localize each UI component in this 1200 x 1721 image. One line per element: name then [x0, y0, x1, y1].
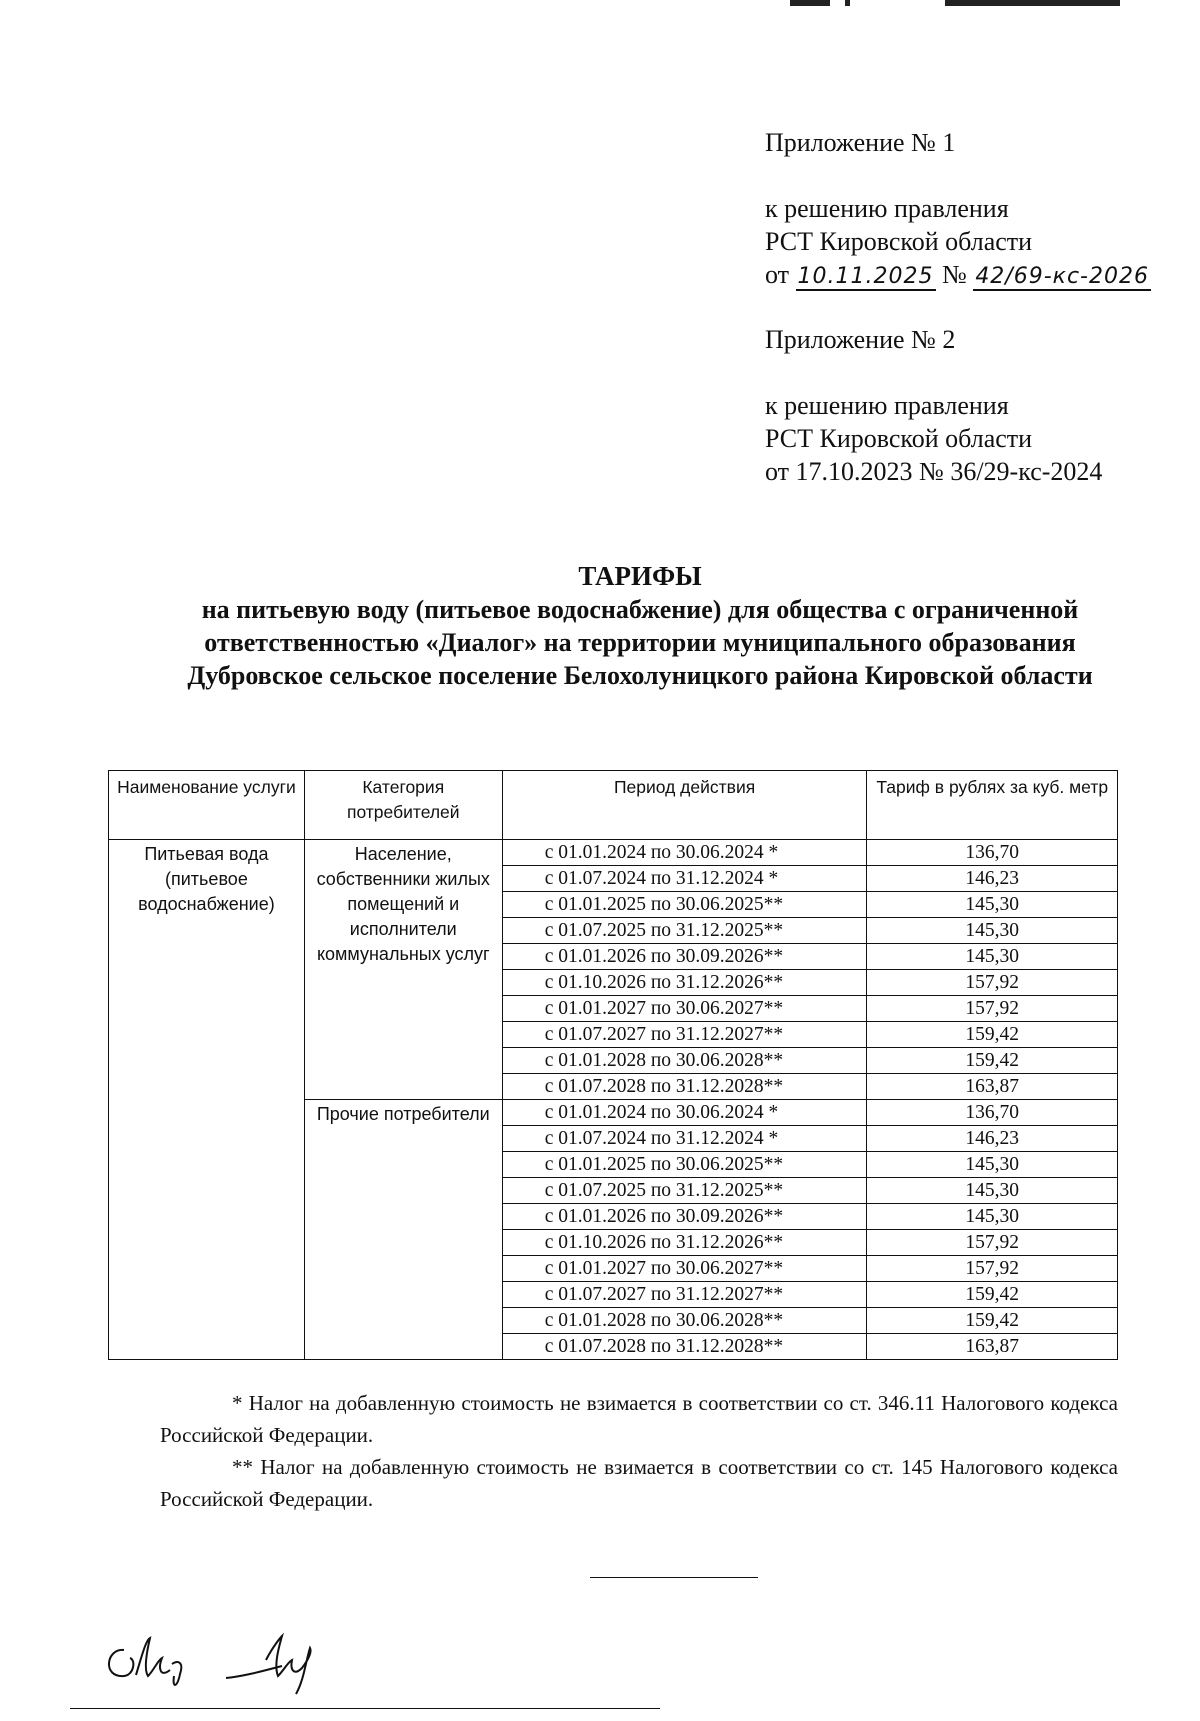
tariff-cell: 146,23: [867, 1126, 1118, 1152]
tariff-cell: 146,23: [867, 866, 1118, 892]
period-cell: с 01.07.2028 по 31.12.2028**: [502, 1334, 867, 1360]
header-service: Наименование услуги: [109, 771, 305, 840]
tariff-cell: 163,87: [867, 1074, 1118, 1100]
top-scan-marks: [790, 0, 1120, 6]
appendix-1-line2: РСТ Кировской области: [765, 227, 1033, 256]
appendix-1-title: Приложение № 1: [765, 128, 956, 157]
table-row: [109, 840, 1118, 866]
tariff-cell: 157,92: [867, 996, 1118, 1022]
service-name-cell: Питьевая вода (питьевое водоснабжение): [109, 840, 305, 1360]
number-prefix: №: [942, 260, 967, 289]
category-cell: Прочие потребители: [304, 1100, 502, 1360]
tariff-cell: 163,87: [867, 1334, 1118, 1360]
footnotes: [160, 1387, 1118, 1515]
period-cell: с 01.07.2025 по 31.12.2025**: [502, 918, 867, 944]
bottom-rule: [70, 1708, 660, 1709]
tariff-cell: 145,30: [867, 892, 1118, 918]
appendix-2-block: [765, 323, 1102, 488]
appendix-2-line2: РСТ Кировской области: [765, 424, 1033, 453]
title-subtitle: на питьевую воду (питьевое водоснабжение) для общества с ограниченной ответственностью «Диалог» на территории муниципального образования Дубровское сельское поселение Белохолуницкого района Кировской области: [187, 595, 1093, 690]
period-cell: с 01.01.2024 по 30.06.2024 *: [502, 1100, 867, 1126]
tariff-cell: 157,92: [867, 1256, 1118, 1282]
period-cell: с 01.01.2024 по 30.06.2024 *: [502, 840, 867, 866]
appendix-2-title: Приложение № 2: [765, 325, 956, 354]
appendix-2-line1: к решению правления: [765, 391, 1009, 420]
period-cell: с 01.01.2027 по 30.06.2027**: [502, 1256, 867, 1282]
period-cell: с 01.01.2028 по 30.06.2028**: [502, 1048, 867, 1074]
appendix-1-line1: к решению правления: [765, 194, 1009, 223]
signature-graphic: [96, 1620, 396, 1700]
category-cell: Население, собственники жилых помещений и исполнители коммунальных услуг: [304, 840, 502, 1100]
tariff-cell: 159,42: [867, 1282, 1118, 1308]
title-heading: ТАРИФЫ: [578, 561, 702, 591]
appendix-1-block: [765, 126, 1151, 291]
header-period: Период действия: [502, 771, 867, 840]
tariff-cell: 159,42: [867, 1022, 1118, 1048]
tariff-cell: 145,30: [867, 1152, 1118, 1178]
period-cell: с 01.01.2025 по 30.06.2025**: [502, 892, 867, 918]
document-title: [150, 560, 1130, 692]
period-cell: с 01.07.2024 по 31.12.2024 *: [502, 866, 867, 892]
period-cell: с 01.01.2027 по 30.06.2027**: [502, 996, 867, 1022]
period-cell: с 01.07.2027 по 31.12.2027**: [502, 1282, 867, 1308]
divider-line: [590, 1577, 758, 1578]
handwritten-signatures: [96, 1620, 396, 1700]
tariff-cell: 157,92: [867, 1230, 1118, 1256]
period-cell: с 01.01.2028 по 30.06.2028**: [502, 1308, 867, 1334]
period-cell: с 01.01.2026 по 30.09.2026**: [502, 1204, 867, 1230]
period-cell: с 01.07.2025 по 31.12.2025**: [502, 1178, 867, 1204]
tariff-cell: 159,42: [867, 1308, 1118, 1334]
footnote-single-star: * Налог на добавленную стоимость не взимается в соответствии со ст. 346.11 Налогового кодекса Российской Федерации.: [160, 1391, 1118, 1447]
handwritten-date: 10.11.2025: [797, 264, 934, 289]
period-cell: с 01.01.2026 по 30.09.2026**: [502, 944, 867, 970]
period-cell: с 01.10.2026 по 31.12.2026**: [502, 970, 867, 996]
footnote-double-star: ** Налог на добавленную стоимость не взимается в соответствии со ст. 145 Налогового кодекса Российской Федерации.: [160, 1455, 1118, 1511]
tariff-cell: 145,30: [867, 1178, 1118, 1204]
tariff-cell: 157,92: [867, 970, 1118, 996]
period-cell: с 01.10.2026 по 31.12.2026**: [502, 1230, 867, 1256]
header-tariff: Тариф в рублях за куб. метр: [867, 771, 1118, 840]
period-cell: с 01.07.2027 по 31.12.2027**: [502, 1022, 867, 1048]
tariff-cell: 159,42: [867, 1048, 1118, 1074]
tariff-cell: 145,30: [867, 1204, 1118, 1230]
tariff-cell: 136,70: [867, 840, 1118, 866]
tariff-cell: 136,70: [867, 1100, 1118, 1126]
header-category: Категория потребителей: [304, 771, 502, 840]
date-prefix: от: [765, 260, 790, 289]
period-cell: с 01.07.2024 по 31.12.2024 *: [502, 1126, 867, 1152]
appendix-1-decision-line: [765, 258, 1151, 291]
handwritten-number: 42/69-кс-2026: [975, 264, 1149, 289]
period-cell: с 01.07.2028 по 31.12.2028**: [502, 1074, 867, 1100]
appendix-2-line3: от 17.10.2023 № 36/29-кс-2024: [765, 457, 1103, 486]
table-header-row: [109, 771, 1118, 840]
tariffs-table: [108, 770, 1118, 1360]
tariff-cell: 145,30: [867, 918, 1118, 944]
period-cell: с 01.01.2025 по 30.06.2025**: [502, 1152, 867, 1178]
tariff-cell: 145,30: [867, 944, 1118, 970]
